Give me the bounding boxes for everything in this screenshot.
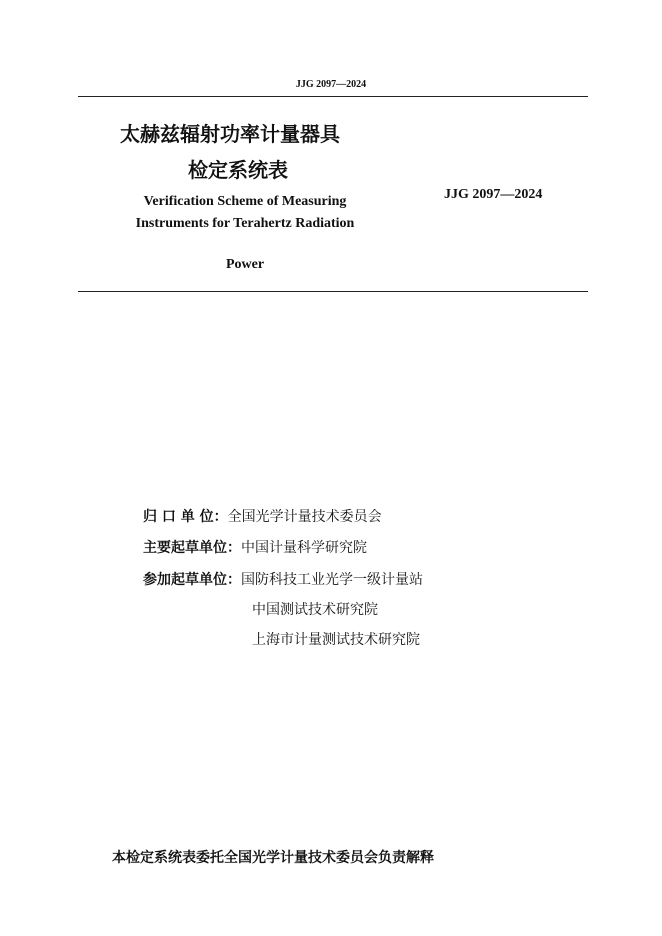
header-code: JJG 2097—2024 [295,79,367,90]
title-cn-line2: 检定系统表 [188,158,288,182]
title-en-line3: Power [225,257,265,272]
org-row-main-drafter [143,537,367,557]
title-en-line1: Verification Scheme of Measuring [143,194,347,209]
org-value-participating-1: 国防科技工业光学一级计量站 [241,572,423,588]
org-value-participating-3: 上海市计量测试技术研究院 [252,632,420,648]
org-value-participating-2: 中国测试技术研究院 [252,602,378,618]
org-row-participating [143,569,423,589]
org-row-responsible [143,506,382,526]
doc-code: JJG 2097—2024 [444,187,543,202]
org-label-responsible: 归 口 单 位： [143,509,228,525]
org-label-participating: 参加起草单位： [143,572,241,588]
title-en-line2: Instruments for Terahertz Radiation [135,216,355,231]
header-rule [78,96,588,97]
title-cn-line1: 太赫兹辐射功率计量器具 [120,122,340,146]
org-value-responsible: 全国光学计量技术委员会 [227,509,382,525]
footer-note: 本检定系统表委托全国光学计量技术委员会负责解释 [112,850,434,866]
org-label-main-drafter: 主要起草单位： [143,540,241,556]
title-rule [78,291,588,292]
org-value-main-drafter: 中国计量科学研究院 [241,540,367,556]
